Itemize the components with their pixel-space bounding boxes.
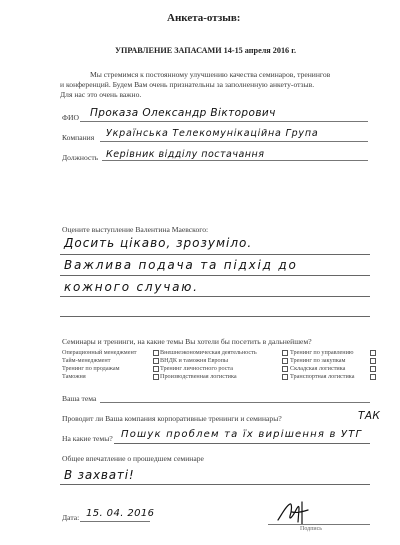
- signature: [272, 496, 322, 526]
- topics-label: На какие темы?: [62, 434, 113, 443]
- topic-checkbox[interactable]: [153, 350, 159, 356]
- topic-checkbox[interactable]: [370, 366, 376, 372]
- topic-option: Операционный менеджмент: [62, 349, 137, 356]
- other-topic-field[interactable]: [100, 402, 370, 403]
- rating-answer-line-2[interactable]: Важлива подача та підхід до: [64, 258, 298, 272]
- topic-option: Тренинг личностного роста: [160, 365, 233, 372]
- position-label: Должность: [62, 153, 99, 162]
- topic-checkbox[interactable]: [153, 358, 159, 364]
- overall-label: Общее впечатление о прошедшем семинаре: [62, 454, 204, 463]
- topic-checkbox[interactable]: [282, 366, 288, 372]
- company-field[interactable]: Українська Телекомунікаційна Група: [106, 128, 319, 139]
- seminars-question: Семинары и тренинги, на какие темы Вы хотели бы посетить в дальнейшем?: [62, 337, 312, 346]
- topic-checkbox[interactable]: [282, 350, 288, 356]
- topic-option: Тренинг по продажам: [62, 365, 120, 372]
- other-topic-label: Ваша тема: [62, 394, 97, 403]
- name-field[interactable]: Проказа Олександр Вікторович: [90, 107, 276, 119]
- rating-answer-line-1[interactable]: Досить цікаво, зрозуміло.: [64, 236, 253, 250]
- topic-option: Складская логистика: [290, 365, 346, 372]
- rating-question: Оцените выступление Валентина Маевского:: [62, 225, 209, 234]
- intro-line-3: Для нас это очень важно.: [60, 90, 142, 99]
- intro-line-2: и конференций. Будем Вам очень признательны за заполненную анкету-отзыв.: [60, 80, 315, 89]
- company-line: [100, 141, 368, 142]
- intro-line-1: Мы стремимся к постоянному улучшению качества семинаров, тренингов: [90, 70, 331, 79]
- rating-answer-line-3[interactable]: кожного случаю.: [64, 280, 199, 294]
- rating-line-3: [60, 296, 370, 297]
- topic-option: Транспортная логистика: [290, 373, 355, 380]
- topic-checkbox[interactable]: [370, 350, 376, 356]
- topic-checkbox[interactable]: [282, 374, 288, 380]
- topic-option: ВНДК и таможня Европы: [160, 357, 229, 364]
- topic-checkbox[interactable]: [153, 366, 159, 372]
- corporate-question: Проводит ли Ваша компания корпоративные тренинги и семинары?: [62, 414, 282, 423]
- rating-line-1: [60, 254, 370, 255]
- position-line: [102, 160, 368, 161]
- signature-line: [268, 524, 370, 525]
- topic-option: Производственная логистика: [160, 373, 237, 380]
- topic-checkbox[interactable]: [370, 358, 376, 364]
- overall-line: [60, 484, 370, 485]
- name-line: [80, 121, 368, 122]
- company-label: Компания: [62, 133, 95, 142]
- seminar-title: УПРАВЛЕНИЕ ЗАПАСАМИ 14-15 апреля 2016 г.: [115, 46, 297, 55]
- topic-option: Таможня: [62, 373, 86, 380]
- topics-line: [114, 443, 370, 444]
- date-field[interactable]: 15. 04. 2016: [86, 508, 155, 519]
- rating-line-2: [60, 275, 370, 276]
- date-label: Дата:: [62, 513, 80, 522]
- topic-option: Тренинг по закупкам: [290, 357, 346, 364]
- topic-option: Внешнеэкономическая деятельность: [160, 349, 257, 356]
- topics-field[interactable]: Пошук проблем та їх вирішення в УТГ: [121, 429, 363, 440]
- topic-checkbox[interactable]: [370, 374, 376, 380]
- topic-checkbox[interactable]: [153, 374, 159, 380]
- name-label: ФИО: [62, 113, 79, 122]
- corporate-answer[interactable]: ТАК: [358, 410, 381, 422]
- form-title: Анкета-отзыв:: [167, 12, 241, 24]
- topic-option: Тайм-менеджмент: [62, 357, 111, 364]
- topic-option: Тренинг по управлению: [290, 349, 354, 356]
- date-line: [80, 521, 150, 522]
- position-field[interactable]: Керівник відділу постачання: [106, 149, 265, 160]
- signature-label: Подпись: [300, 526, 323, 532]
- overall-field[interactable]: В захваті!: [64, 468, 135, 482]
- topic-checkbox[interactable]: [282, 358, 288, 364]
- rating-line-4: [60, 316, 370, 317]
